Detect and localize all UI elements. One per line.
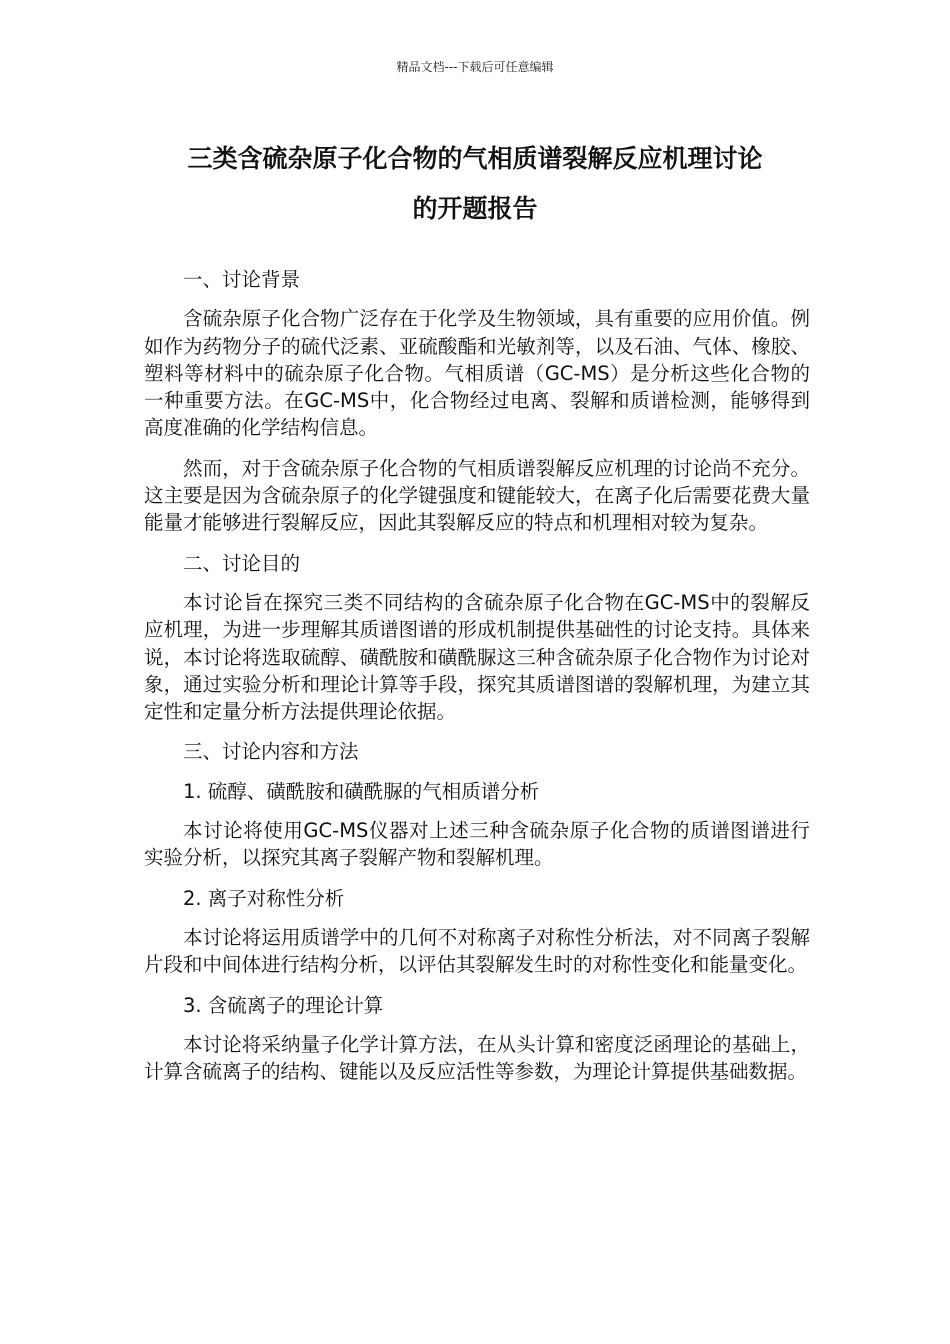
document-title — [120, 134, 830, 234]
header-note: 精品文档---下载后可任意编辑 — [396, 60, 554, 74]
section-heading-purpose: 二、讨论目的 — [183, 551, 301, 575]
title-line-1: 三类含硫杂原子化合物的气相质谱裂解反应机理讨论 — [187, 144, 763, 173]
body-paragraph: 本讨论将采纳量子化学计算方法，在从头计算和密度泛函理论的基础上，计算含硫离子的结构、键能以及反应活性等参数，为理论计算提供基础数据。 — [144, 1032, 810, 1084]
body-paragraph: 本讨论将使用GC-MS仪器对上述三种含硫杂原子化合物的质谱图谱进行实验分析，以探究其离子裂解产物和裂解机理。 — [144, 819, 810, 870]
section-heading-content-methods: 三、讨论内容和方法 — [183, 740, 359, 764]
section-heading-background: 一、讨论背景 — [183, 268, 301, 291]
document-body — [144, 266, 810, 1098]
body-paragraph: 本讨论将运用质谱学中的几何不对称离子对称性分析法，对不同离子裂解片段和中间体进行结构分析，以评估其裂解发生时的对称性变化和能量变化。 — [144, 925, 810, 977]
title-line-2: 的开题报告 — [412, 194, 538, 223]
body-paragraph: 然而，对于含硫杂原子化合物的气相质谱裂解反应机理的讨论尚不充分。这主要是因为含硫杂原子的化学键强度和键能较大，在离子化后需要花费大量能量才能够进行裂解反应，因此其裂解反应的特点和机理相对较为复杂。 — [144, 456, 810, 535]
body-paragraph: 含硫杂原子化合物广泛存在于化学及生物领域，具有重要的应用价值。例如作为药物分子的硫代泛素、亚硫酸酯和光敏剂等，以及石油、气体、橡胶、塑料等材料中的硫杂原子化合物。气相质谱（GC-MS）是分析这些化合物的一种重要方法。在GC-MS中，化合物经过电离、裂解和质谱检测，能够得到高度准确的化学结构信息。 — [144, 307, 810, 440]
body-paragraph: 本讨论旨在探究三类不同结构的含硫杂原子化合物在GC-MS中的裂解反应机理，为进一步理解其质谱图谱的形成机制提供基础性的讨论支持。具体来说，本讨论将选取硫醇、磺酰胺和磺酰脲这三种含硫杂原子化合物作为讨论对象，通过实验分析和理论计算等手段，探究其质谱图谱的裂解机理，为建立其定性和定量分析方法提供理论依据。 — [144, 590, 810, 724]
subsection-heading-1: 1. 硫醇、磺酰胺和磺酰脲的气相质谱分析 — [183, 779, 540, 803]
subsection-heading-2: 2. 离子对称性分析 — [183, 886, 345, 910]
subsection-heading-3: 3. 含硫离子的理论计算 — [183, 993, 384, 1017]
